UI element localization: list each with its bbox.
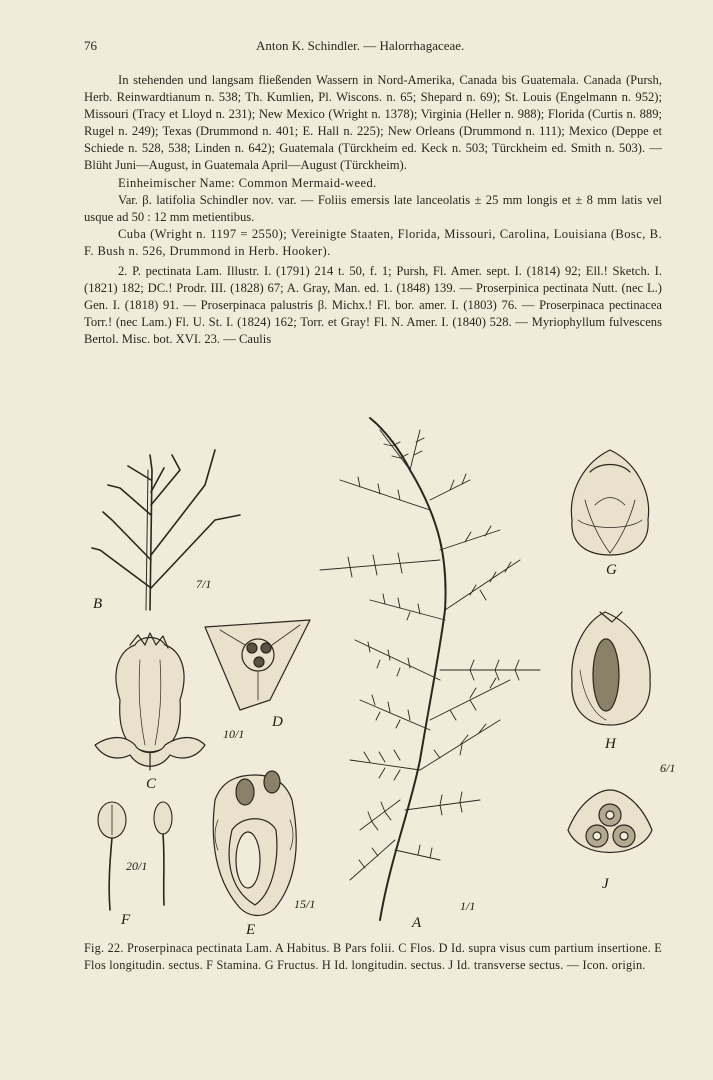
- flower-drawing-c: [95, 633, 205, 770]
- scale-mark-f: 20/1: [126, 859, 148, 873]
- fruit-drawing-g: [571, 450, 648, 555]
- scale-mark-d: 10/1: [223, 727, 245, 741]
- paragraph-variety: Var. β. latifolia Schindler nov. var. — Foliis emersis late lanceolatis ± 25 mm longis et ± 8 mm latis vel usque ad 50 : 12 mm metientibus.: [84, 192, 662, 224]
- scale-mark-b: 7/1: [196, 577, 212, 591]
- figure-label-h: H: [605, 736, 616, 752]
- page-number: 76: [84, 38, 97, 53]
- habitus-drawing-a: [320, 418, 540, 920]
- figure-label-g: G: [606, 562, 617, 578]
- figure-label-f: F: [121, 912, 131, 928]
- flower-top-drawing-d: [205, 620, 310, 710]
- stamen-drawing-f: [98, 802, 172, 910]
- paragraph-common-name: Einheimischer Name: Common Mermaid-weed.: [118, 175, 377, 190]
- figure-label-c: C: [146, 776, 157, 792]
- figure-label-d: D: [272, 714, 283, 730]
- figure-label-j: J: [602, 876, 609, 892]
- figure-label-b: B: [93, 596, 103, 612]
- botanical-figure: [0, 400, 713, 940]
- fruit-section-drawing-h: [572, 612, 650, 725]
- page-header: [84, 38, 662, 58]
- figure-label-a: A: [412, 915, 422, 931]
- paragraph-distribution: In stehenden und langsam fließenden Wassern in Nord-Amerika, Canada bis Guatemala. Canada (Pursh, Herb. Reinwardtianum n. 538; Th. Kumlien, Pl. Wiscons. n. 65; Shepard n. 69); St. Louis (Engelmann n. 952); Missouri (Tracy et Lloyd n. 231); New Mexico (Wright n. 1378); Virginia (Heller n. 988); Florida (Curtis n. 889; Rugel n. 249); Texas (Drummond n. 401; E. Hall n. 225); New Orleans (Drummond n. 111); Mexico (Deppe et Schiede n. 528, 538; Linden n. 642); Guatemala (Türckheim ed. Keck n. 503; Türckheim ed. Smith n. 503). — Blüht Juni—August, in Guatemala April—August (Türckheim).: [84, 73, 662, 173]
- scale-mark-ghj: 6/1: [660, 761, 676, 775]
- figure-label-e: E: [246, 922, 256, 938]
- figure-drawing: [0, 400, 713, 940]
- paragraph-variety-localities: Cuba (Wright n. 1197 = 2550); Vereinigte Staaten, Florida, Missouri, Carolina, Louisiana (Bosc, B. F. Bush n. 526, Drummond in Herb. Hooker).: [84, 226, 662, 258]
- body-text: [84, 72, 662, 349]
- running-title: Anton K. Schindler. — Halorrhagaceae.: [256, 38, 465, 53]
- scale-mark-a: 1/1: [460, 899, 476, 913]
- fruit-cross-section-drawing-j: [568, 790, 652, 853]
- flower-section-drawing-e: [213, 771, 296, 916]
- scale-mark-e: 15/1: [294, 897, 316, 911]
- caption-text: Fig. 22. Proserpinaca pectinata Lam. A Habitus. B Pars folii. C Flos. D Id. supra visus cum partium insertione. E Flos longitudin. sectus. F Stamina. G Fructus. H Id. longitudin. sectus. J Id. transverse sectus. — Icon. origin.: [84, 941, 662, 972]
- paragraph-species-synonymy: 2. P. pectinata Lam. Illustr. I. (1791) 214 t. 50, f. 1; Pursh, Fl. Amer. sept. I. (1814) 92; Ell.! Sketch. I. (1821) 182; DC.! Prodr. III. (1828) 67; A. Gray, Man. ed. 1. (1848) 139. — Proserpinica pectinata Nutt. (nec L.) Gen. I. (1818) 91. — Proserpinaca palustris β. Michx.! Fl. bor. amer. I. (1803) 76. — Proserpinaca pectinacea Torr.! (nec Lam.) Fl. U. St. I. (1824) 162; Torr. et Gray! Fl. N. Amer. I. (1840) 528. — Myriophyllum fulvescens Bertol. Misc. bot. XVI. 23. — Caulis: [84, 264, 662, 347]
- figure-caption: [84, 940, 662, 973]
- leaf-part-drawing-b: [92, 450, 240, 610]
